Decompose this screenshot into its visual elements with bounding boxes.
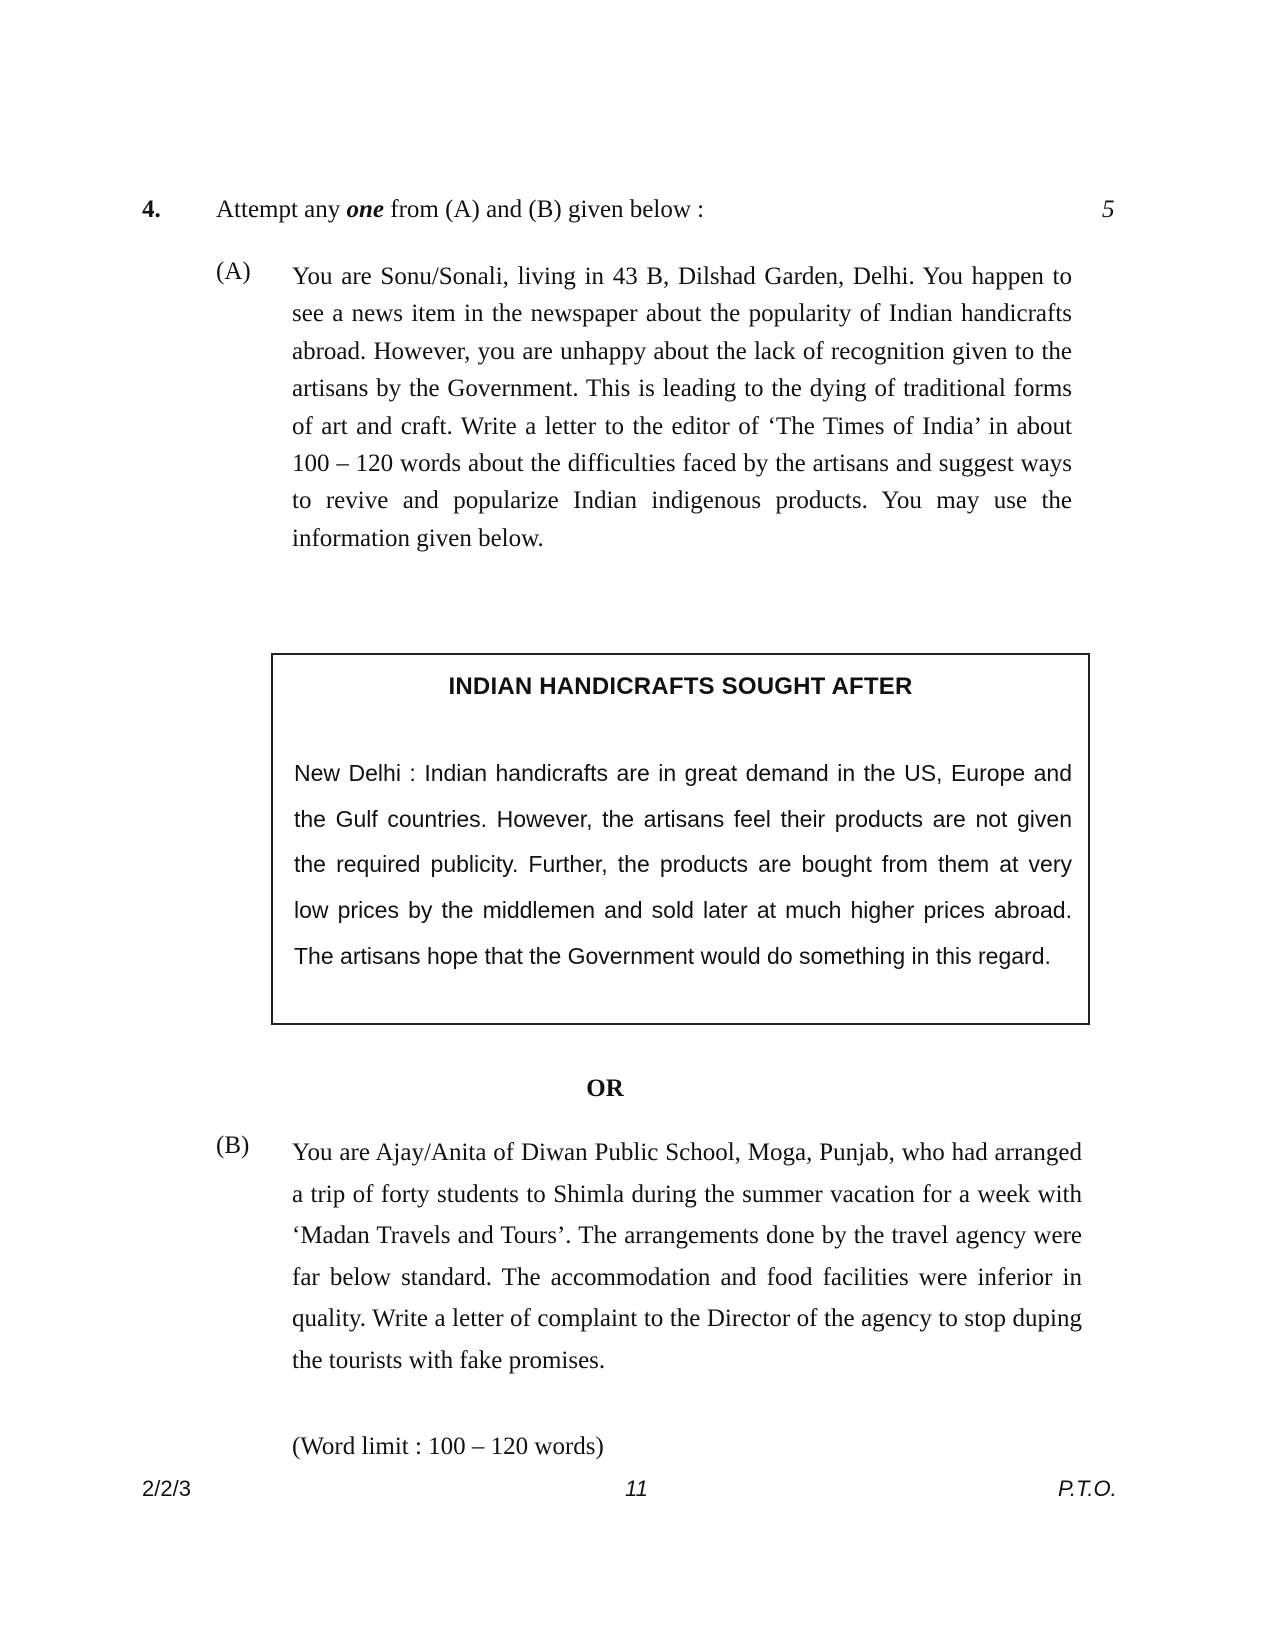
- footer-pto: P.T.O.: [1058, 1476, 1117, 1501]
- option-b-text: You are Ajay/Anita of Diwan Public School, Moga, Punjab, who had arranged a trip of forty students to Shimla during the summer vacation for a week with ‘Madan Travels and Tours’. The arrangements done by the travel agency were far below standard. The accommodation and food facilities were inferior in quality. Write a letter of complaint to the Director of the agency to stop duping the tourists with fake promises.: [292, 1139, 1082, 1374]
- news-headline: INDIAN HANDICRAFTS SOUGHT AFTER: [448, 673, 913, 700]
- footer-page-number: 11: [625, 1476, 648, 1501]
- footer-code: 2/2/3: [142, 1476, 191, 1501]
- word-limit: (Word limit : 100 – 120 words): [292, 1433, 604, 1460]
- news-box: [271, 653, 1090, 1025]
- instruction-prefix: Attempt any: [216, 196, 347, 223]
- option-a-text: You are Sonu/Sonali, living in 43 B, Dilshad Garden, Delhi. You happen to see a news item in the newspaper about the popularity of Indian handicrafts abroad. However, you are unhappy about the lack of recognition given to the artisans by the Government. This is leading to the dying of traditional forms of art and craft. Write a letter to the editor of ‘The Times of India’ in about 100 – 120 words about the difficulties faced by the artisans and suggest ways to revive and popularize Indian indigenous products. You may use the information given below.: [292, 263, 1072, 552]
- news-body: New Delhi : Indian handicrafts are in great demand in the US, Europe and the Gulf countries. However, the artisans feel their products are not given the required publicity. Further, the products are bought from them at very low prices by the middlemen and sold later at much higher prices abroad. The artisans hope that the Government would do something in this regard.: [294, 760, 1072, 969]
- option-a-label: (A): [216, 258, 251, 285]
- question-number: 4.: [142, 196, 161, 223]
- or-separator: OR: [586, 1075, 624, 1102]
- instruction-suffix: from (A) and (B) given below :: [384, 196, 705, 223]
- question-instruction: [216, 196, 704, 224]
- option-b-label: (B): [216, 1132, 250, 1159]
- instruction-emphasis: one: [346, 196, 385, 223]
- question-marks: 5: [1102, 196, 1115, 223]
